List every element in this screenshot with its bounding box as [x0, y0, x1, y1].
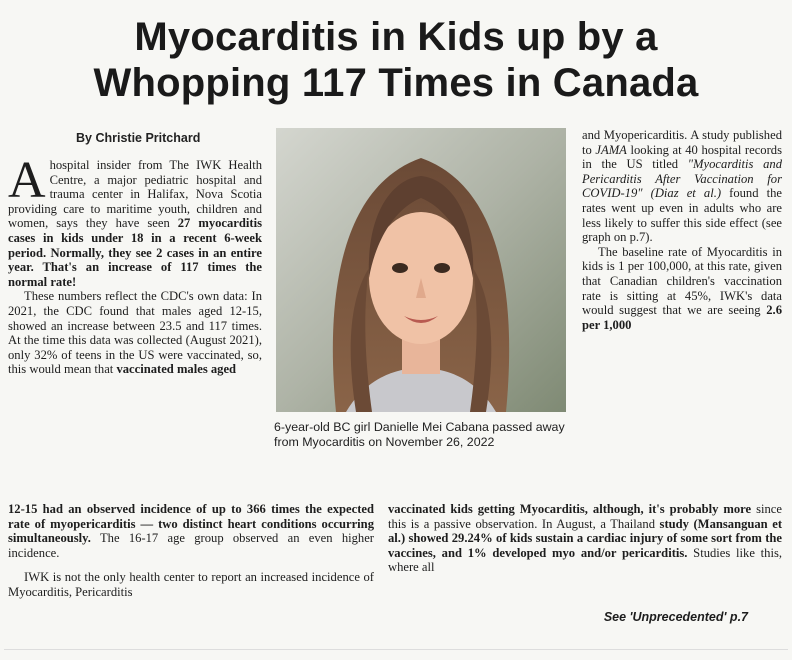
thailand-paragraph	[388, 502, 782, 575]
jama-text-b: looking at 40 hospital records in the US titled	[582, 142, 782, 172]
lead-line: hospital insider from The	[49, 158, 189, 172]
jama-study-title: "Myocarditis and Pericarditis After Vaccination for COVID-19" (Diaz et al.)	[582, 157, 782, 201]
continuation-link[interactable]: See 'Unprecedented' p.7	[603, 610, 748, 624]
bottom-right-column	[388, 502, 782, 575]
baseline-text: The baseline rate of Myocarditis in kids is 1 per 100,000, at this rate, given that Canadian children's vaccination rate is sitting at 45%, IWK's data would suggest that we are seeing	[582, 244, 782, 318]
lead-line: center in Halifax, Nova Scotia	[91, 187, 262, 202]
incidence-paragraph	[8, 502, 374, 560]
kids-bold: vaccinated kids getting Myocarditis, although, it's probably more	[388, 502, 752, 516]
bottom-left-column	[8, 502, 374, 600]
lead-line: providing care to maritime youth,	[8, 201, 191, 216]
lead-line: children and women, says they have	[8, 201, 263, 231]
lead-line: IWK Health Centre, a major	[49, 158, 262, 187]
baseline-bold: 2.6 per 1,000	[582, 303, 782, 332]
headline	[0, 14, 792, 106]
cdc-paragraph	[8, 289, 262, 377]
baseline-paragraph	[582, 245, 782, 333]
headline-line-2: Whopping 117 Times in Canada	[93, 61, 699, 105]
photo-caption: 6-year-old BC girl Danielle Mei Cabana passed away from Myocarditis on November 26, 2022	[274, 420, 565, 449]
lead-bold: 27 myocarditis cases in kids under 18 in a recent 6-week period. Normally, they see 2 cases in an entire year. That's an increase of 117 times the normal rate!	[8, 216, 262, 289]
jama-text-a: and Myopericarditis. A study published to	[582, 128, 782, 157]
iwk-paragraph	[8, 570, 374, 599]
byline: By Christie Pritchard	[76, 131, 201, 145]
bottom-rule	[4, 649, 788, 650]
jama-text-c: found the rates went up even in adults who are less likely to suffer this side effect (see graph on p.7).	[582, 186, 782, 245]
lead-paragraph	[8, 152, 263, 289]
thailand-text: since this is a passive observation. In August, a Thailand	[388, 502, 782, 531]
thailand-tail: Studies like this, where all	[388, 545, 782, 575]
jama-journal: JAMA	[595, 142, 627, 157]
headline-line-1: Myocarditis in Kids up by a	[134, 15, 658, 59]
portrait-photo	[276, 128, 566, 412]
jama-paragraph	[582, 128, 782, 245]
incidence-bold: 12-15 had an observed incidence of up to 366 times the expected rate of myopericarditis — two distinct heart conditions occurring simultaneously.	[8, 502, 374, 546]
drop-cap: A	[8, 152, 46, 209]
portrait-illustration	[276, 128, 566, 412]
cdc-text: These numbers reflect the CDC's own data: In 2021, the CDC found that males aged 12-15, showed an increase between 23.5 and 117 times. At the time this data was collected (August 2021), only 32% of teens in the US were vaccinated, so, this would mean that	[8, 289, 262, 377]
thailand-bold: study (Mansanguan et al.) showed 29.24% of kids sustain a cardiac injury of some sort from the vaccines, and 1% developed myo and/or pericarditis.	[388, 516, 783, 560]
lead-tail: seen	[147, 216, 178, 231]
right-column	[582, 128, 782, 332]
left-column	[8, 152, 263, 377]
lead-line: pediatric hospital and trauma	[49, 172, 262, 202]
cdc-bold: vaccinated males aged	[116, 362, 237, 377]
incidence-text: The 16-17 age group observed an even higher incidence.	[8, 531, 374, 560]
iwk-text: IWK is not the only health center to report an increased incidence of Myocarditis, Pericarditis	[8, 570, 374, 599]
